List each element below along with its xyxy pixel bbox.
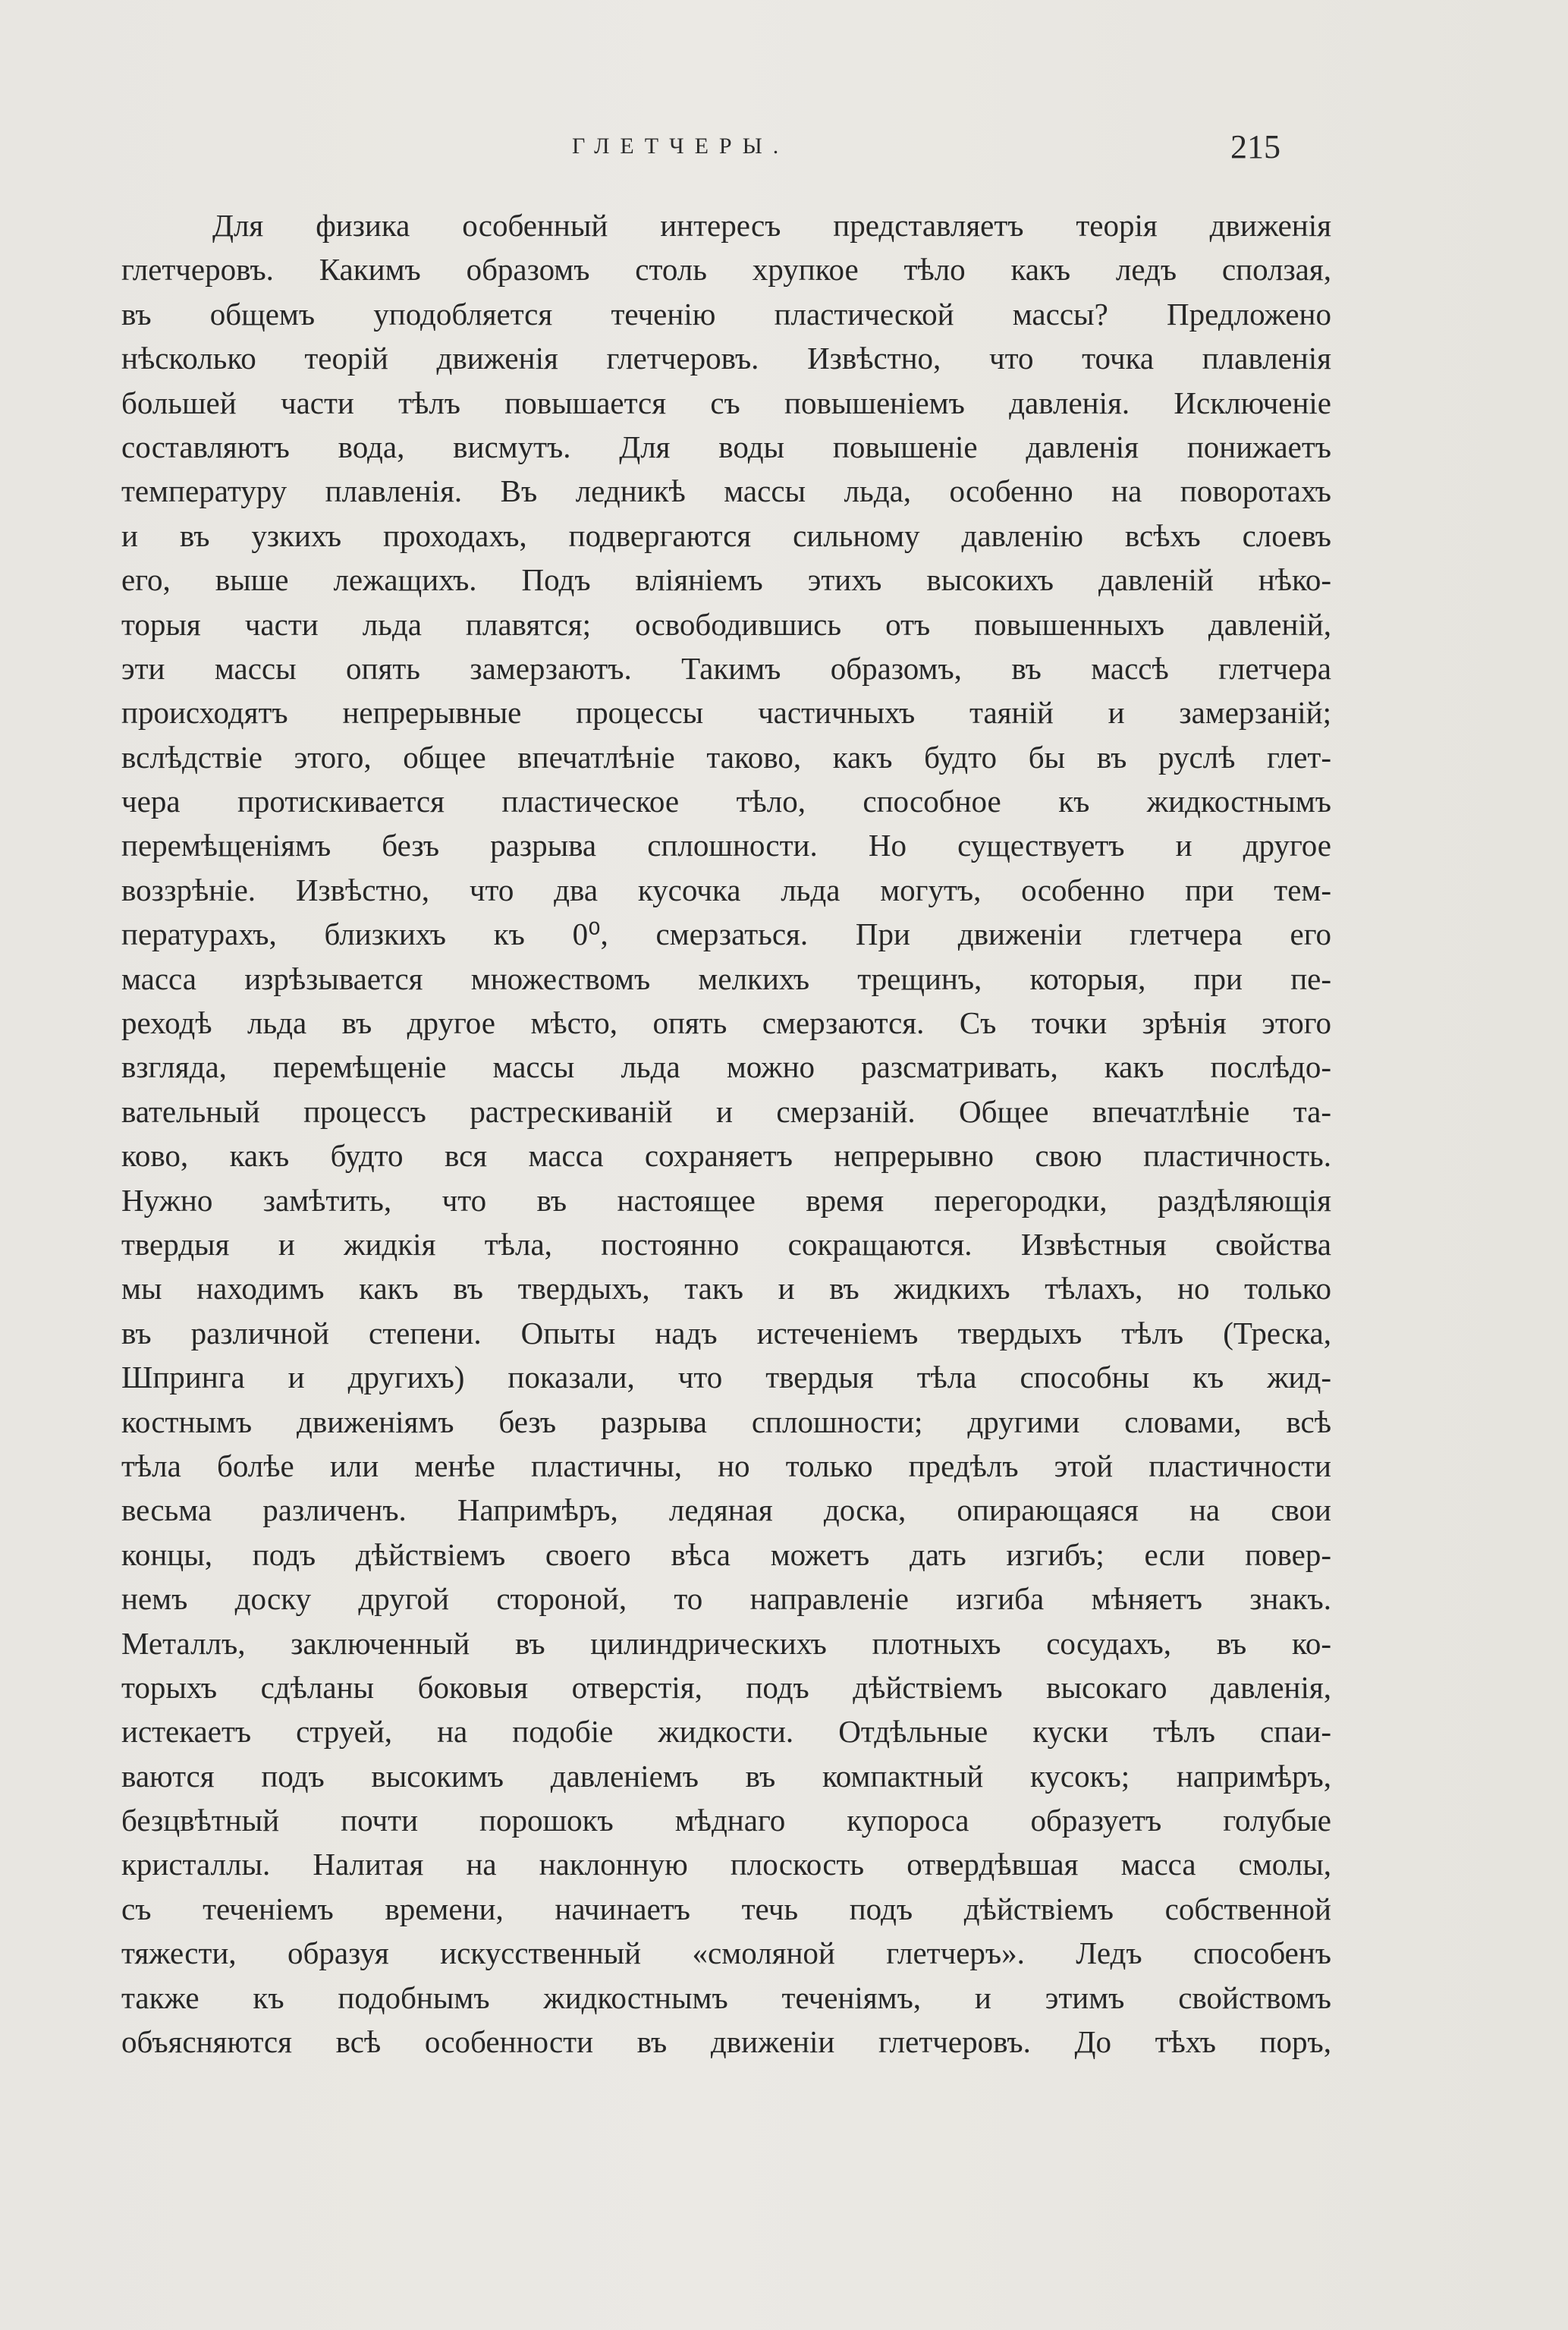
text-line: тѣла болѣе или менѣе пластичны, но только предѣлъ этой пластичности xyxy=(121,1448,1331,1483)
text-line: весьма различенъ. Напримѣръ, ледяная доска, опирающаяся на свои xyxy=(121,1492,1331,1528)
text-line: реходѣ льда въ другое мѣсто, опять смерзаются. Съ точки зрѣнія этого xyxy=(121,1005,1331,1041)
text-line: также къ подобнымъ жидкостнымъ теченіямъ, и этимъ свойствомъ xyxy=(121,1979,1331,2015)
text-line: Металлъ, заключенный въ цилиндрическихъ плотныхъ сосудахъ, въ ко- xyxy=(121,1625,1331,1661)
text-line: масса изрѣзывается множествомъ мелкихъ трещинъ, которыя, при пе- xyxy=(121,961,1331,996)
text-line: Для физика особенный интересъ представляетъ теорія движенія xyxy=(212,208,1331,243)
text-line: глетчеровъ. Какимъ образомъ столь хрупкое тѣло какъ ледъ сползая, xyxy=(121,252,1331,288)
text-line: кристаллы. Налитая на наклонную плоскость отвердѣвшая масса смолы, xyxy=(121,1847,1331,1882)
text-line: въ различной степени. Опыты надъ истеченіемъ твердыхъ тѣлъ (Треска, xyxy=(121,1315,1331,1351)
text-line: температуру плавленія. Въ ледникѣ массы льда, особенно на поворотахъ xyxy=(121,473,1331,509)
body-text xyxy=(121,203,1331,2064)
text-line: и въ узкихъ проходахъ, подвергаются сильному давленію всѣхъ слоевъ xyxy=(121,517,1331,553)
text-line: вательный процессъ растрескиваній и смерзаній. Общее впечатлѣніе та- xyxy=(121,1093,1331,1129)
text-line: Шпринга и другихъ) показали, что твердыя тѣла способны къ жид- xyxy=(121,1360,1331,1395)
text-line: взгляда, перемѣщеніе массы льда можно разсматривать, какъ послѣдо- xyxy=(121,1049,1331,1085)
text-line: Нужно замѣтить, что въ настоящее время перегородки, раздѣляющія xyxy=(121,1182,1331,1218)
text-line: концы, подъ дѣйствіемъ своего вѣса можетъ дать изгибъ; если повер- xyxy=(121,1536,1331,1572)
text-line: объясняются всѣ особенности въ движеніи глетчеровъ. До тѣхъ поръ, xyxy=(121,2024,1331,2060)
text-line: воззрѣніе. Извѣстно, что два кусочка льда могутъ, особенно при тем- xyxy=(121,872,1331,907)
text-line: большей части тѣлъ повышается съ повышеніемъ давленія. Исключеніе xyxy=(121,385,1331,420)
text-line: торыя части льда плавятся; освободившись отъ повышенныхъ давленій, xyxy=(121,606,1331,642)
text-line: его, выше лежащихъ. Подъ вліяніемъ этихъ высокихъ давленій нѣко- xyxy=(121,562,1331,598)
running-title: ГЛЕТЧЕРЫ. xyxy=(572,134,790,159)
text-line: происходятъ непрерывные процессы частичныхъ таяній и замерзаній; xyxy=(121,695,1331,731)
text-line: ваются подъ высокимъ давленіемъ въ компактный кусокъ; напримѣръ, xyxy=(121,1758,1331,1794)
text-line: безцвѣтный почти порошокъ мѣднаго купороса образуетъ голубые xyxy=(121,1803,1331,1838)
text-line: торыхъ сдѣланы боковыя отверстія, подъ дѣйствіемъ высокаго давленія, xyxy=(121,1669,1331,1705)
text-line: въ общемъ уподобляется теченію пластической массы? Предложено xyxy=(121,296,1331,332)
text-line: вслѣдствіе этого, общее впечатлѣніе таково, какъ будто бы въ руслѣ глет- xyxy=(121,739,1331,775)
text-line: съ теченіемъ времени, начинаетъ течь подъ дѣйствіемъ собственной xyxy=(121,1891,1331,1926)
text-line: тяжести, образуя искусственный «смоляной глетчеръ». Ледъ способенъ xyxy=(121,1935,1331,1971)
text-line: пературахъ, близкихъ къ 0⁰, смерзаться. При движеніи глетчера его xyxy=(121,917,1331,952)
text-line: твердыя и жидкія тѣла, постоянно сокращаются. Извѣстныя свойства xyxy=(121,1226,1331,1262)
text-line: немъ доску другой стороной, то направленіе изгиба мѣняетъ знакъ. xyxy=(121,1581,1331,1617)
text-line: перемѣщеніямъ безъ разрыва сплошности. Но существуетъ и другое xyxy=(121,828,1331,863)
text-line: костнымъ движеніямъ безъ разрыва сплошности; другими словами, всѣ xyxy=(121,1404,1331,1439)
text-line: эти массы опять замерзаютъ. Такимъ образомъ, въ массѣ глетчера xyxy=(121,650,1331,686)
text-line: нѣсколько теорій движенія глетчеровъ. Извѣстно, что точка плавленія xyxy=(121,341,1331,376)
text-line: ково, какъ будто вся масса сохраняетъ непрерывно свою пластичность. xyxy=(121,1138,1331,1174)
text-line: составляютъ вода, висмутъ. Для воды повышеніе давленія понижаетъ xyxy=(121,429,1331,464)
text-line: мы находимъ какъ въ твердыхъ, такъ и въ жидкихъ тѣлахъ, но только xyxy=(121,1271,1331,1306)
text-line: истекаетъ струей, на подобіе жидкости. Отдѣльные куски тѣлъ спаи- xyxy=(121,1714,1331,1750)
page-header xyxy=(0,127,1568,181)
page-number: 215 xyxy=(1230,128,1280,165)
text-line: чера протискивается пластическое тѣло, способное къ жидкостнымъ xyxy=(121,784,1331,819)
